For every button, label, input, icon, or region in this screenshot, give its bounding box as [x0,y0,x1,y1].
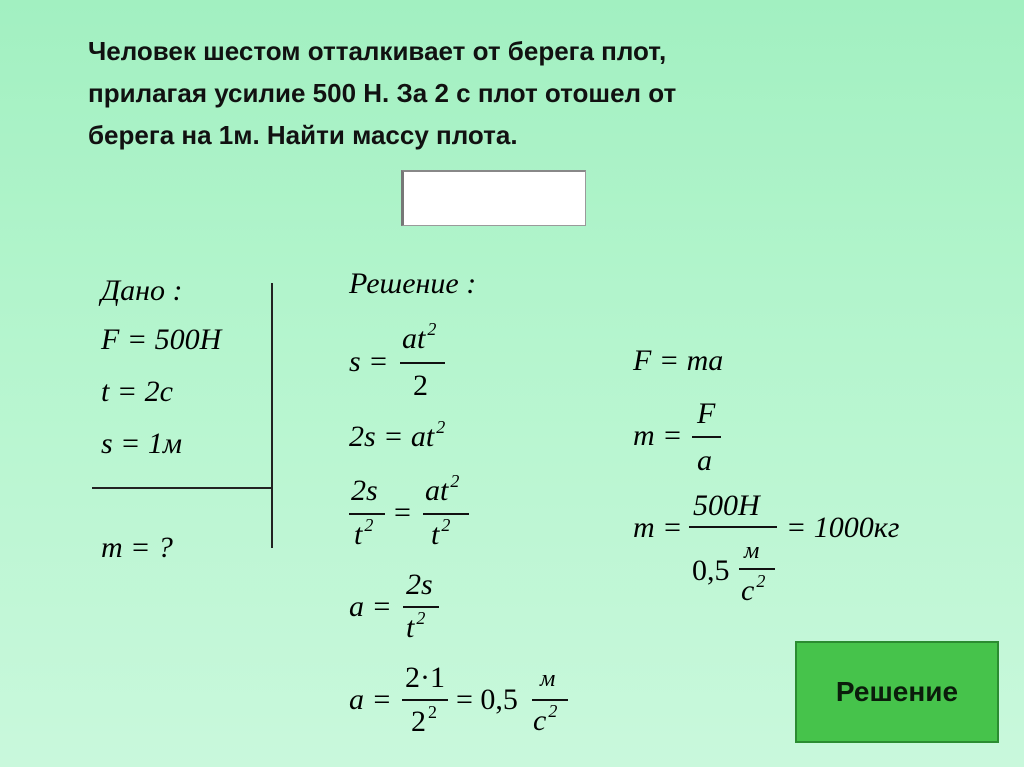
right-eq3-unit-numerator: м [744,538,760,564]
right-eq3-lhs: m = [633,511,683,544]
eq3-left-numerator: 2s [351,474,378,507]
eq5-numerator: 2·1 [405,661,445,694]
answer-box[interactable] [401,170,586,226]
eq4-denominator: t $^2$ [406,608,426,644]
right-eq2-lhs: m = [633,419,683,452]
given-force: F = 500H [101,323,222,356]
eq5-bar [402,699,448,701]
right-eq2-numerator: F [697,397,716,430]
right-eq2-denominator: a [697,444,712,477]
eq5-unit-denominator: c $^2$ [533,701,558,737]
eq4-numerator: 2s [406,568,433,601]
right-eq3-unit-bar [739,568,775,570]
problem-statement [88,30,948,156]
eq1-numerator: at $^2$ [402,319,437,355]
eq2: 2s = at $^2$ [349,417,446,453]
eq3-equals: = [394,496,411,529]
eq4-lhs: a = [349,590,392,623]
solution-button[interactable]: Решение [795,641,999,743]
problem-line-2: прилагая усилие 500 Н. За 2 с плот отошел от [88,78,677,108]
eq5-denominator: 2 $^2$ [411,702,437,738]
right-eq3-numerator: 500H [693,489,760,522]
problem-line-1: Человек шестом отталкивает от берега плот, [88,36,667,66]
given-find: m = ? [101,531,173,564]
eq1-denominator: 2 [413,369,428,402]
right-eq3-denominator: 0,5 [692,554,730,587]
given-heading: Дано : [101,274,183,307]
eq5-lhs: a = [349,683,392,716]
given-distance: s = 1м [101,427,183,460]
solution-heading: Решение : [349,267,477,300]
right-eq3-unit-denominator: c $^2$ [741,571,766,607]
eq3-right-denominator: t $^2$ [431,515,451,551]
given-divider-vertical [271,283,273,548]
right-eq2-bar [692,436,721,438]
given-divider-horizontal [92,487,273,489]
eq5-result: = 0,5 [456,683,518,716]
right-eq1: F = ma [633,344,724,377]
problem-line-3: берега на 1м. Найти массу плота. [88,120,518,150]
eq1-fraction-bar [400,362,445,364]
eq5-unit-numerator: м [540,666,556,692]
eq3-right-numerator: at $^2$ [425,471,460,507]
eq1-lhs: s = [349,345,389,378]
right-eq3-bar [689,526,777,528]
right-eq3-result: = 1000кг [786,511,900,544]
eq3-left-denominator: t $^2$ [354,515,374,551]
given-time: t = 2c [101,375,173,408]
